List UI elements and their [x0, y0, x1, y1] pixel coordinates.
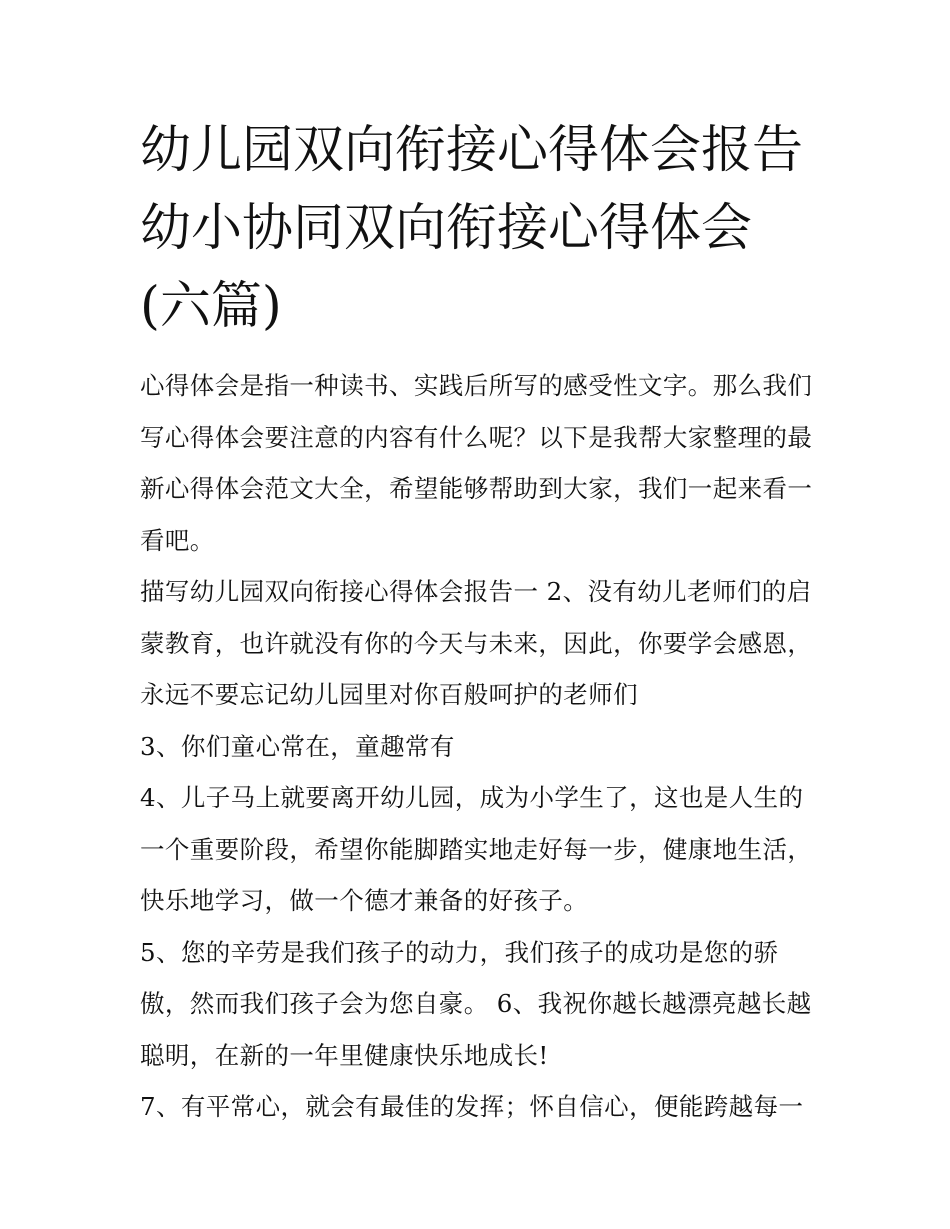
paragraph-item-5-6: 5、您的辛劳是我们孩子的动力，我们孩子的成功是您的骄傲，然而我们孩子会为您自豪。 6、我祝你越长越漂亮越长越聪明，在新的一年里健康快乐地成长!	[140, 937, 812, 1070]
paragraph-intro: 心得体会是指一种读书、实践后所写的感受性文字。那么我们写心得体会要注意的内容有什么呢？以下是我帮大家整理的最新心得体会范文大全，希望能够帮助到大家，我们一起来看一看吧。	[140, 371, 813, 555]
paragraph-item-2: 描写幼儿园双向衔接心得体会报告一 2、没有幼儿老师们的启蒙教育，也许就没有你的今天与未来，因此，你要学会感恩，永远不要忘记幼儿园里对你百般呵护的老师们	[140, 577, 813, 709]
document-page	[140, 112, 820, 1133]
paragraph-item-4: 4、儿子马上就要离开幼儿园，成为小学生了，这也是人生的一个重要阶段，希望你能脚踏实地走好每一步，健康地生活，快乐地学习，做一个德才兼备的好孩子。	[140, 783, 813, 915]
paragraph-item-7: 7、有平常心，就会有最佳的发挥；怀自信心，便能跨越每一	[140, 1092, 804, 1121]
document-title: 幼儿园双向衔接心得体会报告幼小协同双向衔接心得体会(六篇)	[140, 121, 804, 336]
paragraph-item-3: 3、你们童心常在，童趣常有	[140, 731, 455, 761]
